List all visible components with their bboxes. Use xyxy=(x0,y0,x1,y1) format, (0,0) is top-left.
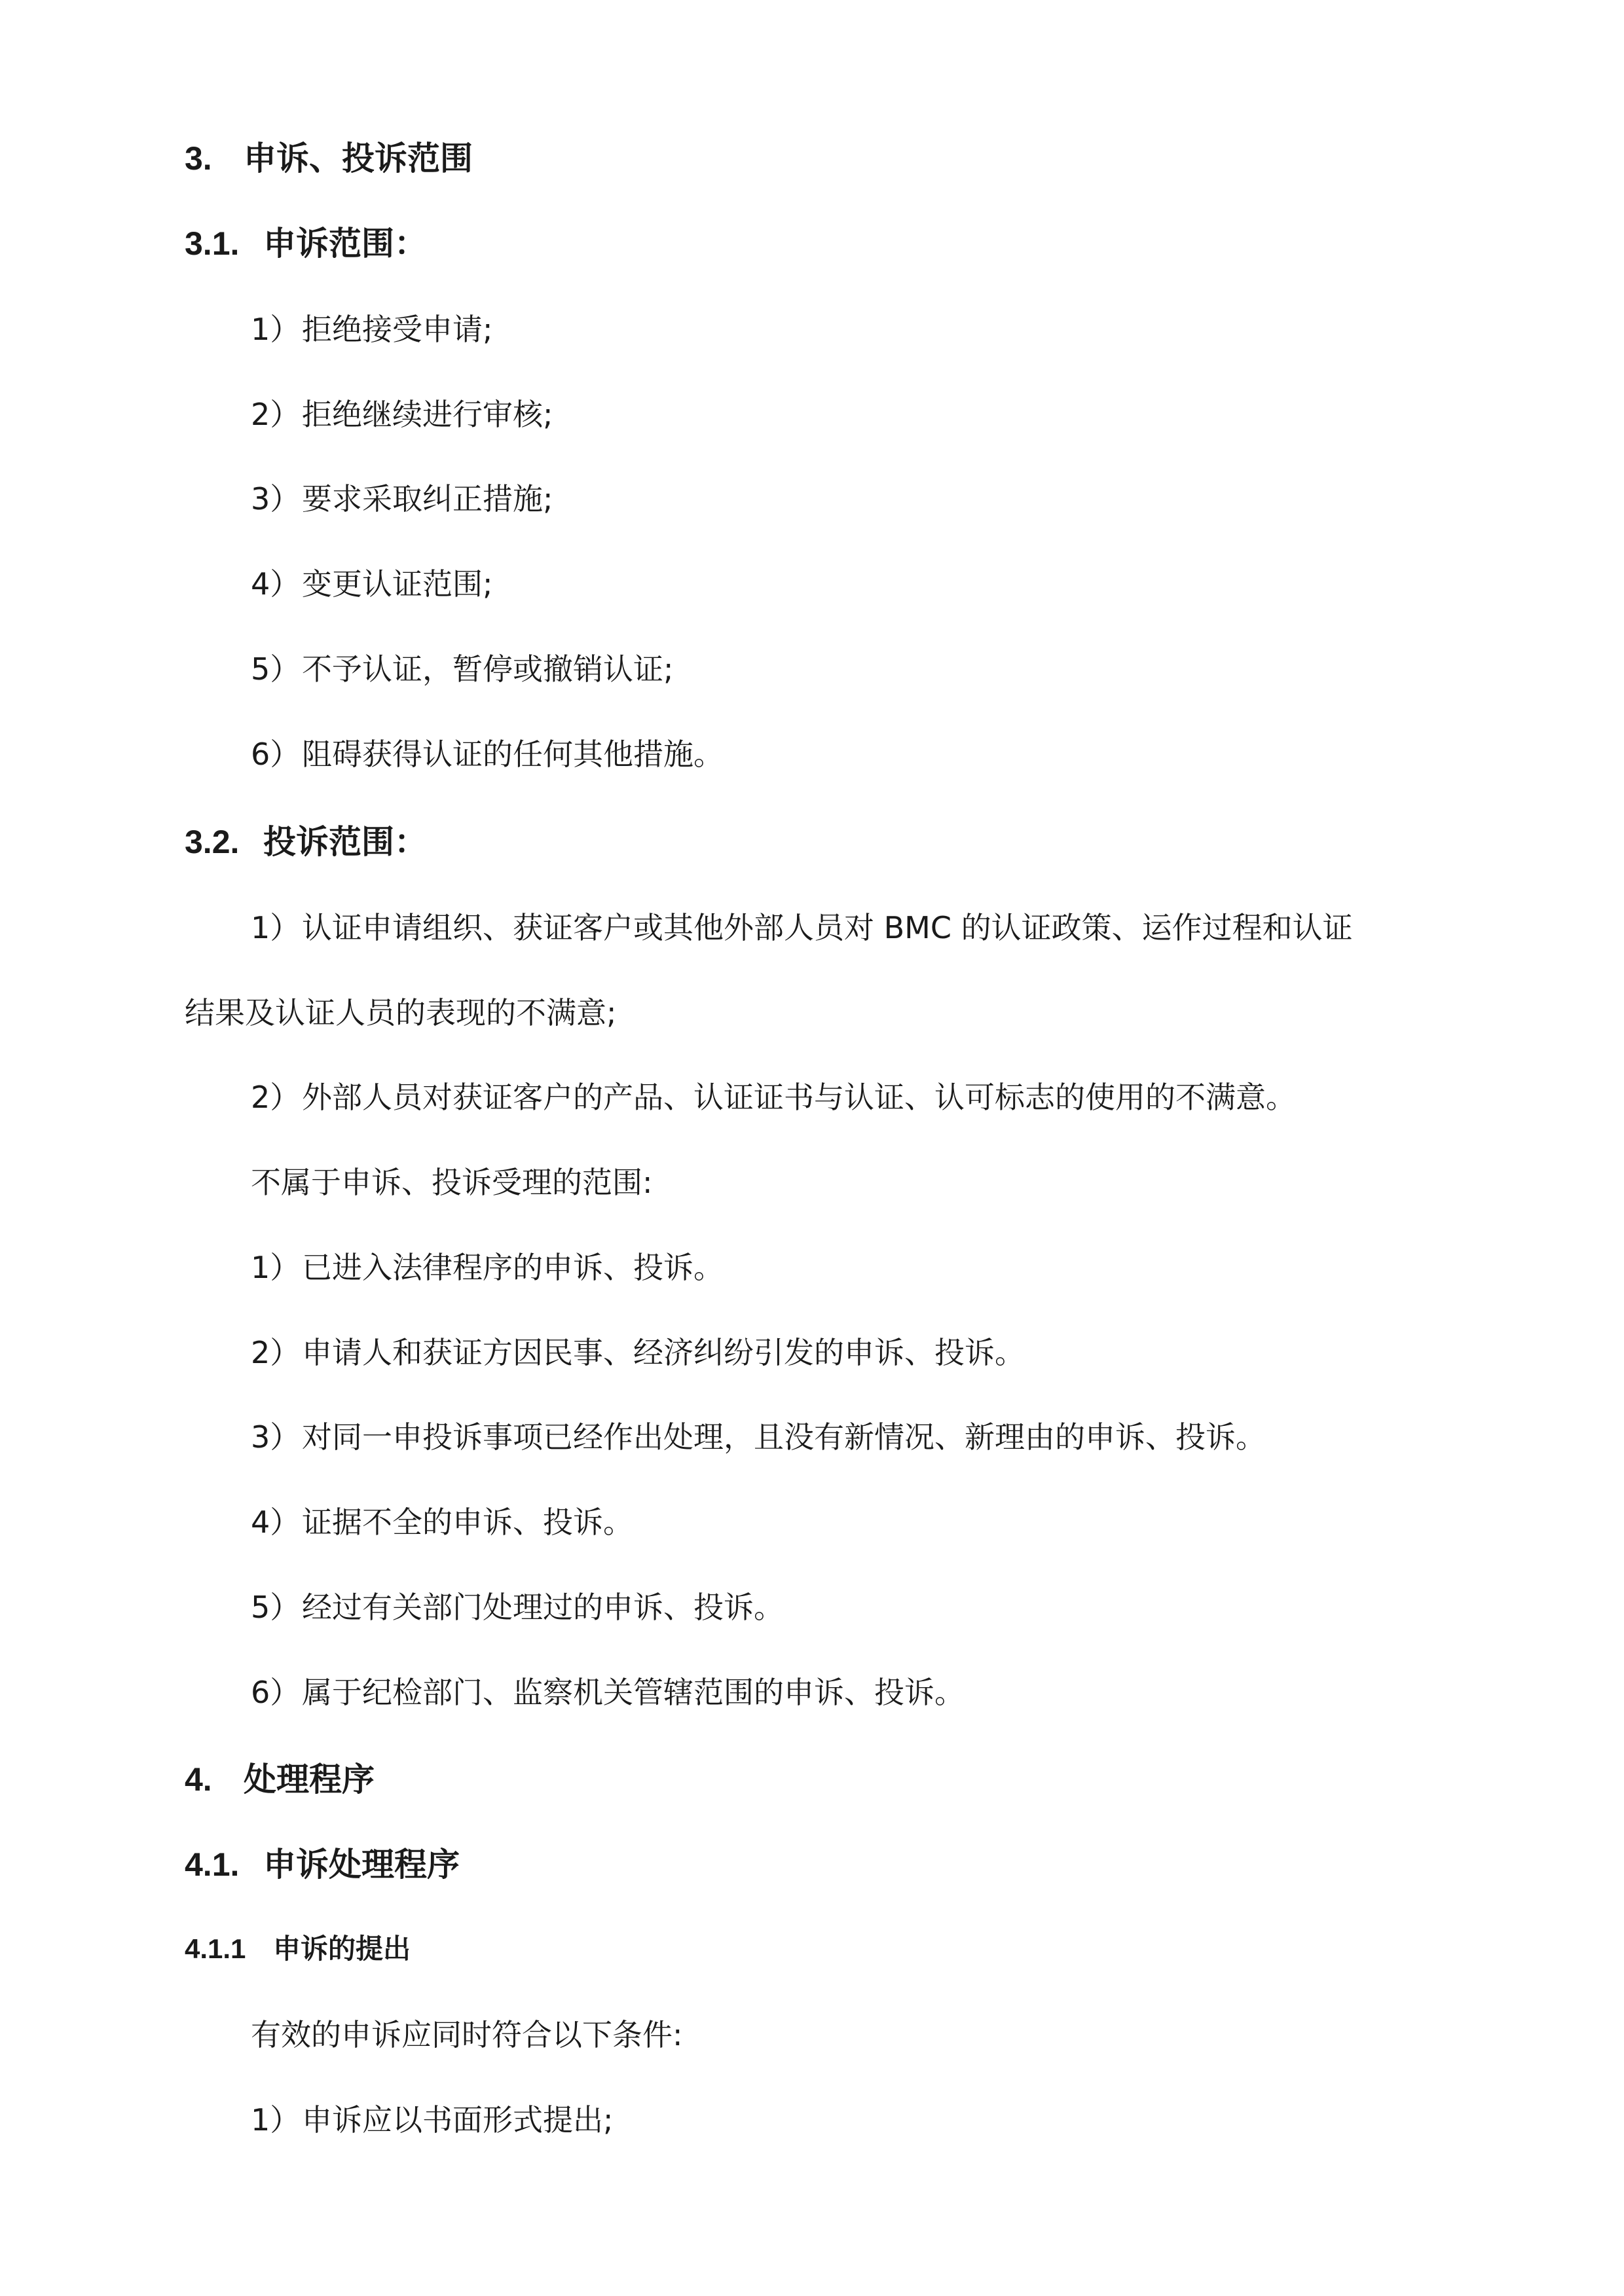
list-item: 5）不予认证，暂停或撤销认证; xyxy=(251,651,674,687)
list-item: 3）要求采取纠正措施; xyxy=(251,481,553,517)
section-title: 申诉、投诉范围 xyxy=(244,140,473,177)
section-heading-3-1: 3.1. 申诉范围： xyxy=(185,225,427,262)
list-item: 1）认证申请组织、获证客户或其他外部人员对 BMC 的认证政策、运作过程和认证 xyxy=(251,910,1353,945)
section-heading-3-2: 3.2. 投诉范围： xyxy=(185,824,427,860)
list-item: 1）申诉应以书面形式提出; xyxy=(251,2102,614,2138)
list-item: 5）经过有关部门处理过的申诉、投诉。 xyxy=(251,1590,784,1625)
list-item: 6）属于纪检部门、监察机关管辖范围的申诉、投诉。 xyxy=(251,1675,965,1710)
list-item: 4）证据不全的申诉、投诉。 xyxy=(251,1504,633,1540)
section-heading-3: 3. 申诉、投诉范围 xyxy=(185,140,473,177)
list-item: 1）已进入法律程序的申诉、投诉。 xyxy=(251,1250,724,1285)
list-item: 3）对同一申投诉事项已经作出处理，且没有新情况、新理由的申诉、投诉。 xyxy=(251,1419,1266,1455)
list-item: 2）外部人员对获证客户的产品、认证证书与认证、认可标志的使用的不满意。 xyxy=(251,1080,1296,1115)
list-item: 4）变更认证范围; xyxy=(251,566,493,602)
list-item: 2）申请人和获证方因民事、经济纠纷引发的申诉、投诉。 xyxy=(251,1335,1025,1370)
section-heading-4-1-1: 4.1.1 申诉的提出 xyxy=(185,1933,411,1964)
list-item-continuation: 结果及认证人员的表现的不满意; xyxy=(185,995,617,1030)
section-title: 处理程序 xyxy=(244,1761,375,1798)
list-item: 6）阻碍获得认证的任何其他措施。 xyxy=(251,737,724,772)
paragraph: 有效的申诉应同时符合以下条件: xyxy=(251,2017,683,2052)
list-item: 2）拒绝继续进行审核; xyxy=(251,397,553,432)
section-heading-4-1: 4.1. 申诉处理程序 xyxy=(185,1846,460,1883)
section-title: 申诉范围： xyxy=(263,225,427,262)
section-title: 申诉的提出 xyxy=(273,1933,411,1964)
list-item: 1）拒绝接受申请; xyxy=(251,312,493,347)
section-title: 投诉范围： xyxy=(263,824,427,860)
paragraph: 不属于申诉、投诉受理的范围: xyxy=(251,1165,653,1200)
section-heading-4: 4. 处理程序 xyxy=(185,1761,375,1798)
section-title: 申诉处理程序 xyxy=(263,1846,460,1883)
